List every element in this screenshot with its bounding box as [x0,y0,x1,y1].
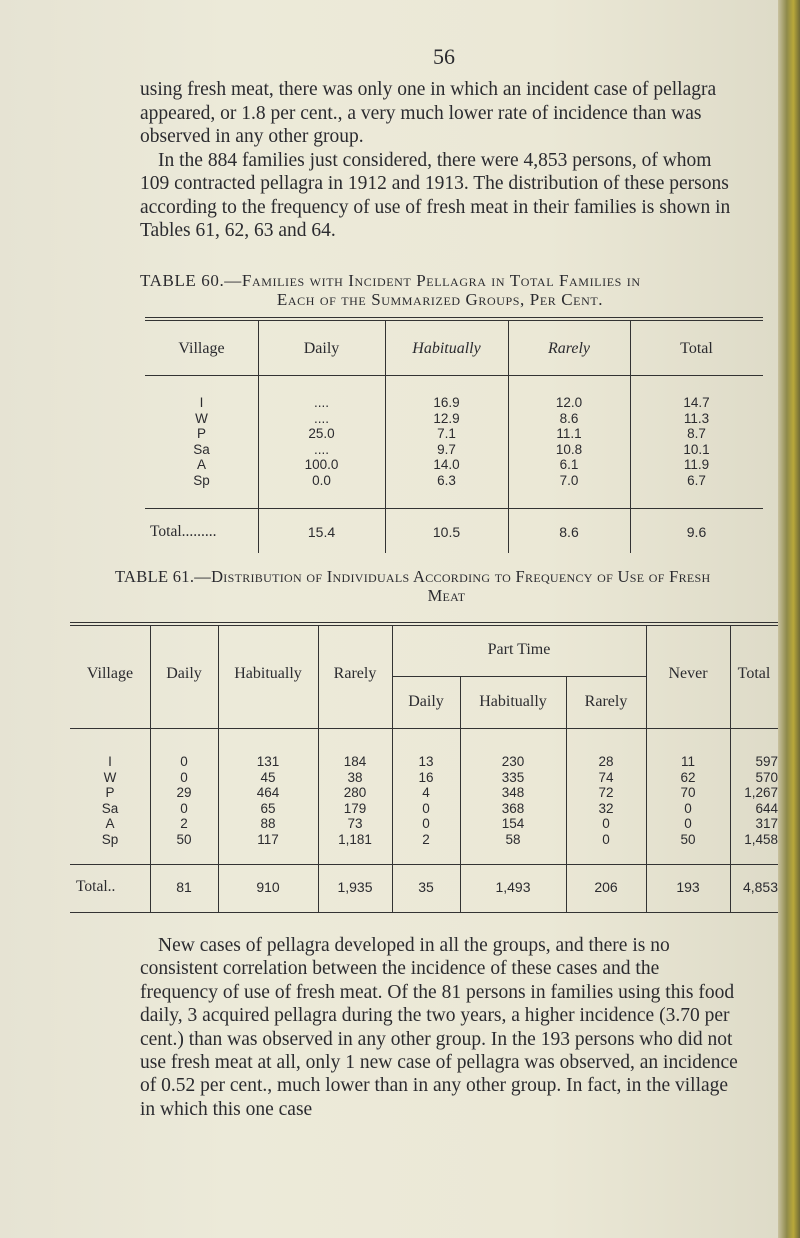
table61-parttime-rule [392,676,646,677]
table61-cell: 11 [680,754,695,769]
table60-cell: 0.0 [312,472,331,488]
table60-top-rule [145,317,763,318]
table61-village: P [105,785,115,800]
table61-total-cell: 910 [256,879,280,895]
table61-cell: 280 [343,785,367,800]
table61-cell: 65 [260,800,276,816]
table60-cell: 14.7 [683,395,710,410]
table61-body-rule [70,864,778,865]
table60-cell: 10.1 [683,441,710,457]
table61-header-habitually: Habitually [234,665,302,682]
table60-cell: .... [313,410,329,426]
table61-village: Sp [101,831,119,847]
table61-caption-line1: TABLE 61.—Distribution of Individuals According to Frequency of Use of Fresh [115,567,711,586]
table60-cell: 7.0 [559,472,579,488]
table61-cell: 45 [260,769,276,785]
table61-header-rule [70,728,778,729]
table61-pt-daily-column [392,754,460,847]
table60-rarely-column [508,395,630,488]
table61-cell: 0 [422,800,430,816]
table61-cell: 0 [180,754,188,769]
table61-totals-label: Total.. [76,878,116,895]
table60-cell: 9.7 [437,441,456,457]
table61-bottom-rule [70,912,778,913]
table61-header-rarely: Rarely [333,665,377,682]
table60-village: A [196,457,206,472]
table60-cell: 11.3 [683,410,710,426]
page-number: 56 [433,44,455,69]
table61-village-column [70,754,150,847]
table61-cell: 335 [501,769,525,785]
table61-header-pt-rarely: Rarely [584,693,628,710]
table60-cell: 7.1 [437,426,456,441]
table60-total-cell: 8.6 [559,524,579,540]
table61-cell: 88 [260,816,276,831]
book-edge [778,0,800,1238]
table61-cell: 597 [755,754,778,769]
table60-village-column [145,395,258,488]
table61-header-pt-habitually: Habitually [479,693,547,710]
table61-cell: 154 [501,816,525,831]
table61-cell: 70 [680,785,696,800]
table60-village: P [196,426,206,441]
table60-village: I [199,395,204,410]
table61-top-rule-2 [70,625,778,626]
table61-cell: 4 [422,785,430,800]
table61-cell: 230 [501,754,525,769]
table60-caption-line1: TABLE 60.—Families with Incident Pellagra in Total Families in [140,271,641,290]
table61-cell: 50 [680,831,696,847]
table61-cell: 1,458 [744,831,778,847]
table61-village: A [105,816,115,831]
table61-cell: 0 [422,816,430,831]
table60-header-habitually: Habitually [412,340,481,357]
table61-total-cell: 4,853 [742,879,778,895]
table60-cell: 25.0 [308,426,335,441]
table61-cell: 72 [598,785,614,800]
table60-header-daily: Daily [303,340,340,357]
table61-total-cell: 1,493 [495,879,531,895]
table60-total-cell: 15.4 [307,524,336,540]
table60-habitually-column [385,395,508,488]
table60-totals-label: Total......... [150,523,217,540]
table61-cell: 1,267 [744,785,778,800]
intro-paragraph-1: using fresh meat, there was only one in which an incident case of pellagra appeared, or 1.8 per cent., a very much lower rate of incidence than was observed in any other group. [140,79,717,147]
table61-header-daily: Daily [166,665,202,682]
table60-total-cell: 9.6 [686,524,707,540]
table60-total-cell: 10.5 [432,524,461,540]
table61-pt-rarely-column [566,754,646,847]
table61-total-cell: 35 [418,879,434,895]
table60-village: W [195,410,208,426]
table60-header-village: Village [178,340,225,357]
closing-paragraph: New cases of pellagra developed in all the groups, and there is no consistent correlation between the incidence of these cases and the frequency of use of fresh meat. Of the 81 persons in families using this food daily, 3 acquired pellagra during the two years, a higher incidence (3.70 per cent.) than was observed in any other group. In the 193 persons who did not use fresh meat at all, only 1 new case of pellagra was observed, an incidence of 0.52 per cent., much lower than in any other group. In fact, in the village in which this one case [140,935,738,1120]
table60-caption-line2: Each of the Summarized Groups, Per Cent. [276,290,604,309]
table61-village: I [108,754,112,769]
table61-cell: 2 [422,831,430,847]
table61-cell: 0 [602,816,610,831]
table61-daily-column [150,754,218,847]
table61-cell: 50 [176,831,192,847]
table61-cell: 117 [257,831,279,847]
table60-cell: 14.0 [433,457,460,472]
table61-cell: 348 [501,785,525,800]
table61-header-part-time: Part Time [487,641,551,658]
table61-cell: 368 [501,800,525,816]
table60-cell: 12.0 [555,395,583,410]
table60-header-rarely: Rarely [547,340,591,357]
table60-body-rule [145,508,763,509]
table61-cell: 131 [256,754,280,769]
intro-paragraph-2: In the 884 families just considered, there were 4,853 persons, of whom 109 contracted pellagra in 1912 and 1913. The distribution of these persons according to the frequency of use of fresh meat in their families is shown in Tables 61, 62, 63 and 64. [140,149,731,241]
table61-total-column [730,754,778,847]
table61-caption-line2: Meat [427,586,466,605]
table61-header-village: Village [86,665,134,682]
table60-header-total: Total [680,340,713,357]
table61-cell: 184 [343,754,367,769]
table61-village: Sa [101,800,119,816]
table60-top-rule-2 [145,320,763,321]
table60-total-column [630,395,763,488]
intro-text [140,78,740,243]
table61-caption [115,567,778,605]
table61-cell: 0 [684,816,692,831]
table61-cell: 464 [256,785,280,800]
table61-cell: 32 [598,800,614,816]
table61-cell: 570 [755,769,778,785]
table61-cell: 179 [343,800,367,816]
table61-cell: 58 [505,831,521,847]
table61-cell: 74 [598,769,614,785]
table60-header-rule [145,375,763,376]
table61-header-pt-daily: Daily [408,693,444,710]
table60-cell: 6.1 [559,457,579,472]
closing-text [140,934,740,1121]
table61-cell: 0 [180,769,188,785]
table61-total-cell: 1,935 [337,879,373,895]
table61-cell: 1,181 [338,831,372,847]
table60-cell: 12.9 [433,410,460,426]
table60-village: Sp [193,472,210,488]
table60-cell: 6.7 [687,472,706,488]
table60-cell: 11.9 [683,457,710,472]
table61-cell: 28 [598,754,614,769]
table60-caption [140,271,740,309]
table61-cell: 644 [755,800,778,816]
table60-cell: 10.8 [555,441,583,457]
table60-cell: .... [313,395,329,410]
table61-cell: 0 [602,831,610,847]
table61-cell: 13 [418,754,434,769]
table61-cell: 16 [418,769,434,785]
table61-header-total: Total [737,665,771,682]
table61-total-cell: 206 [594,879,618,895]
table60-cell: 8.7 [687,426,706,441]
table61-cell: 317 [755,816,778,831]
table61-rarely-column [318,754,392,847]
table61-cell: 73 [347,816,363,831]
table60-cell: 100.0 [304,457,339,472]
table60-cell: .... [313,441,329,457]
table61-cell: 0 [684,800,692,816]
table60-cell: 6.3 [437,472,456,488]
table61-total-cell: 81 [176,879,192,895]
table61-top-rule [70,622,778,623]
table61-header-never: Never [668,665,708,682]
table61-never-column [646,754,730,847]
table61-cell: 62 [680,769,696,785]
table61-village: W [103,769,117,785]
table61-cell: 0 [180,800,188,816]
table60-cell: 8.6 [559,410,579,426]
table61-cell: 2 [180,816,188,831]
table60-daily-column [258,395,385,488]
table60-cell: 16.9 [433,395,460,410]
table61-cell: 29 [176,785,192,800]
table61-habitually-column [218,754,318,847]
table61-pt-habitually-column [460,754,566,847]
table60-village: Sa [193,441,210,457]
table60-cell: 11.1 [556,426,582,441]
table61-total-cell: 193 [676,879,700,895]
table61-cell: 38 [347,769,363,785]
